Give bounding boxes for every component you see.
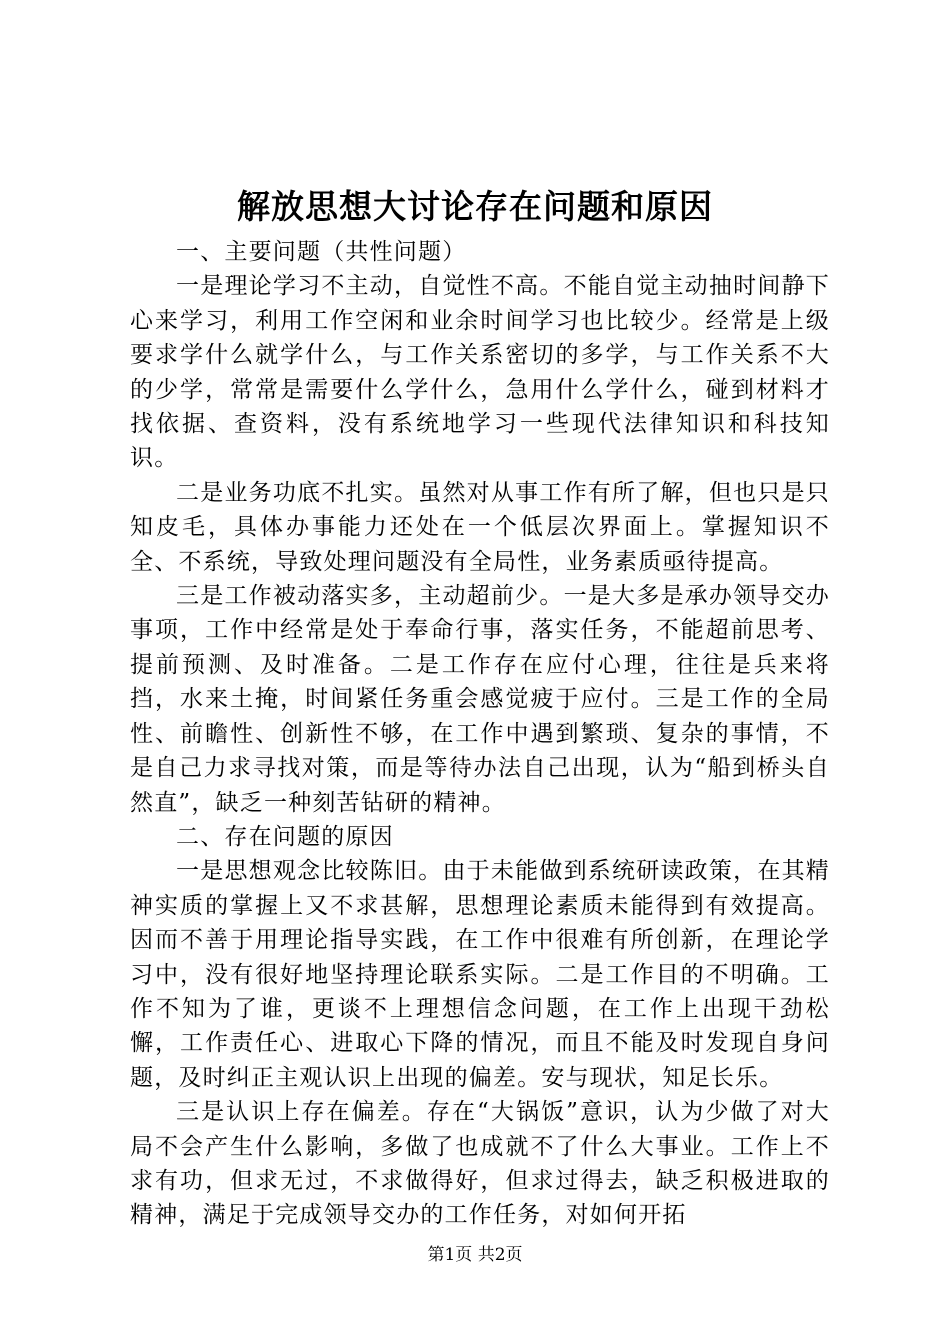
- document-title: 解放思想大讨论存在问题和原因: [237, 187, 713, 226]
- page-number-footer: 第1页 共2页: [427, 1245, 523, 1265]
- paragraph-passive-work: 三是工作被动落实多，主动超前少。一是大多是承办领导交办事项，工作中经常是处于奉命行事，落实任务，不能超前思考、提前预测、及时准备。二是工作存在应付心理，往往是兵来将挡，水来土掩，时间紧任务重会感觉疲于应付。三是工作的全局性、前瞻性、创新性不够，在工作中遇到繁琐、复杂的事情，不是自己力求寻找对策，而是等待办法自己出现，认为“船到桥头自然直”，缺乏一种刻苦钻研的精神。: [130, 583, 830, 816]
- paragraph-cognitive-deviation: 三是认识上存在偏差。存在“大锅饭”意识，认为少做了对大局不会产生什么影响，多做了也成就不了什么大事业。工作上不求有功，但求无过，不求做得好，但求过得去，缺乏积极进取的精神，满足于完成领导交办的工作任务，对如何开拓: [130, 1099, 830, 1229]
- section-heading-causes: 二、存在问题的原因: [176, 823, 394, 850]
- section-heading-main-problems: 一、主要问题（共性问题）: [176, 239, 467, 265]
- paragraph-business-foundation: 二是业务功底不扎实。虽然对从事工作有所了解，但也只是只知皮毛，具体办事能力还处在一个低层次界面上。掌握知识不全、不系统，导致处理问题没有全局性，业务素质亟待提高。: [130, 479, 830, 575]
- paragraph-theory-study: 一是理论学习不主动，自觉性不高。不能自觉主动抽时间静下心来学习，利用工作空闲和业余时间学习也比较少。经常是上级要求学什么就学什么，与工作关系密切的多学，与工作关系不大的少学，常常是需要什么学什么，急用什么学什么，碰到材料才找依据、查资料，没有系统地学习一些现代法律知识和科技知识。: [130, 273, 830, 472]
- document-body: [130, 235, 830, 1233]
- paragraph-outdated-thinking: 一是思想观念比较陈旧。由于未能做到系统研读政策，在其精神实质的掌握上又不求甚解，思想理论素质未能得到有效提高。因而不善于用理论指导实践，在工作中很难有所创新，在理论学习中，没有很好地坚持理论联系实际。二是工作目的不明确。工作不知为了谁，更谈不上理想信念问题，在工作上出现干劲松懈，工作责任心、进取心下降的情况，而且不能及时发现自身问题，及时纠正主观认识上出现的偏差。安与现状，知足长乐。: [130, 858, 830, 1091]
